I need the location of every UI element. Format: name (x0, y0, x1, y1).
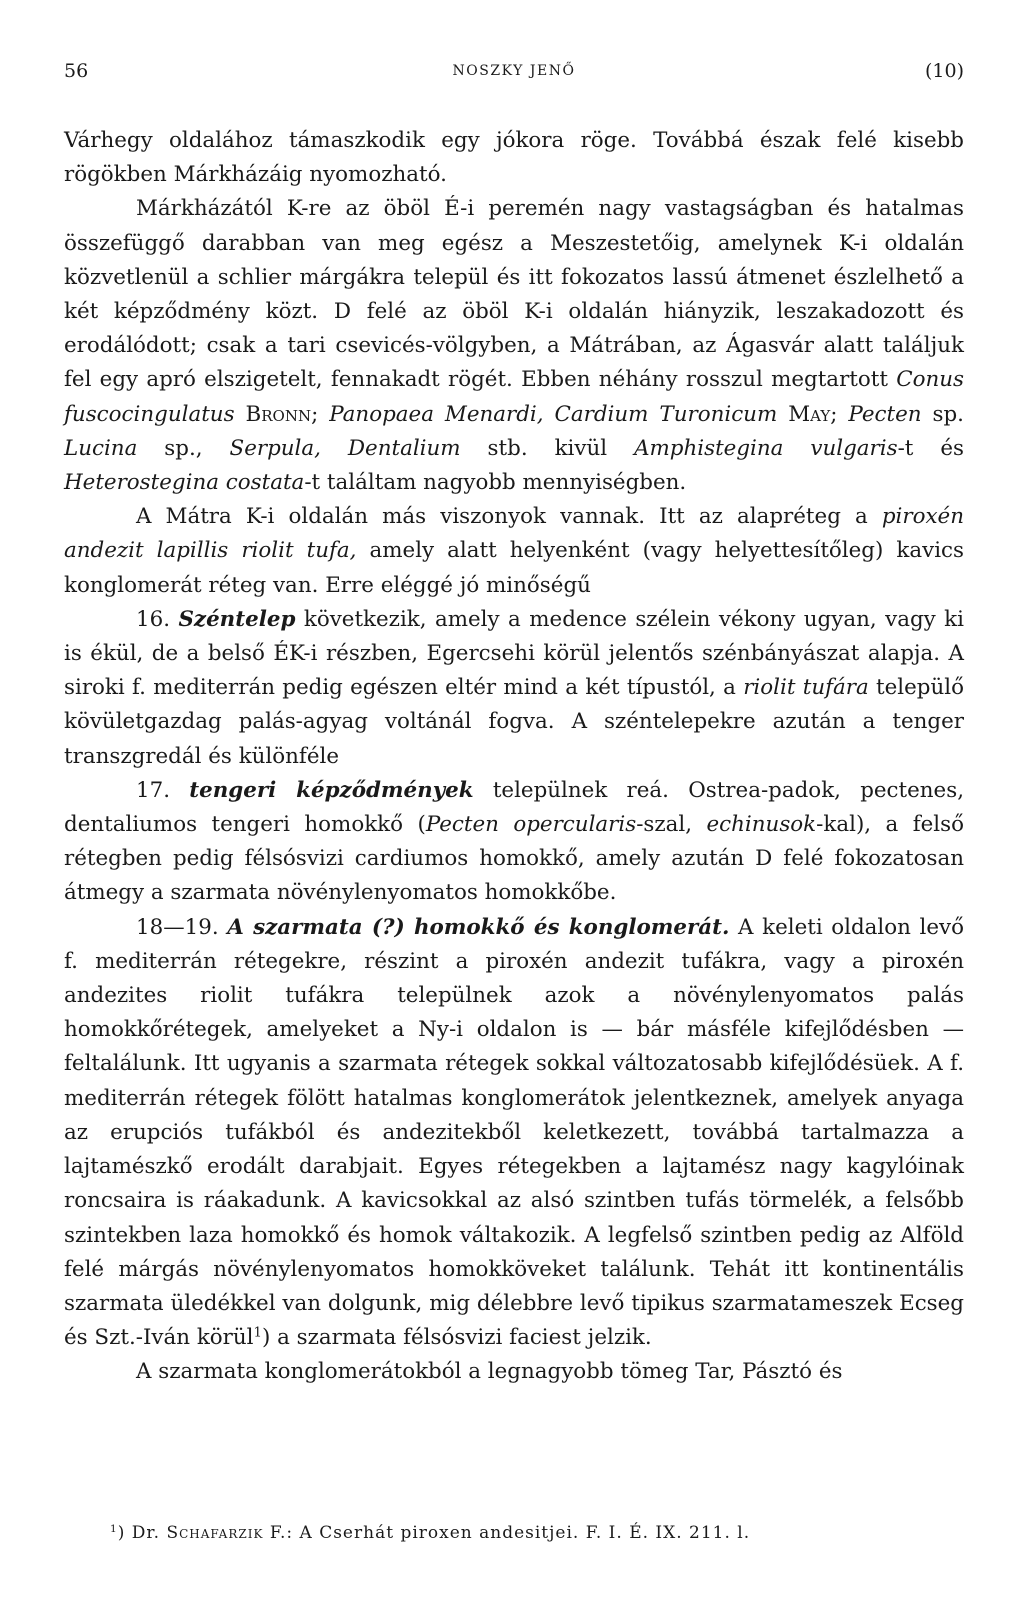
text-run: Panopaea Menardi, Cardium Turonicum (329, 401, 778, 427)
text-run: ; (830, 401, 849, 427)
text-run: -t találtam nagyobb mennyiségben. (304, 470, 687, 496)
text-run: May (788, 401, 831, 427)
text-run: -szal, (636, 812, 707, 838)
text-run: A Mátra K-i oldalán más viszonyok vannak. Itt az alapréteg a (136, 504, 882, 530)
paragraph (64, 603, 964, 774)
text-run: Pecten (848, 401, 922, 427)
text-run: Bronn (245, 401, 312, 427)
text-run: Schafarzik (166, 1523, 264, 1543)
paragraph (64, 500, 964, 603)
text-run: piroxén andezit lapillis riolit tufa, (64, 504, 964, 564)
paragraph (64, 1355, 964, 1389)
text-run: echinusok (706, 812, 817, 838)
text-run: riolit tufára (743, 675, 869, 701)
text-run: Márkházától K-re az öböl É-i peremén nagy vastagságban és hatalmas összefüggő darabban van meg egész a Meszestetőig, amelynek K-i oldalán közvetlenül a schlier márgákra települ és itt fokozatos lassú átmenet észlelhető a két képződmény közt. D felé az öböl K-i oldalán hiányzik, leszakadozott és erodálódott; csak a tari csevicés-völgyben, a Mátrában, az Ágasvár alatt találjuk fel egy apró elszigetelt, fennakadt rögét. Ebben néhány rosszul megtartott (64, 196, 964, 393)
footnote (110, 1522, 964, 1544)
section-number: (10) (924, 60, 964, 82)
text-run: A szarmata konglomerátokból a legnagyobb tömeg Tar, Pásztó és (136, 1359, 843, 1385)
footnote-marker: 1 (110, 1523, 118, 1536)
paragraph (64, 911, 964, 1356)
text-run: Pecten opercularis (425, 812, 637, 838)
text-run: települnek reá. Ostrea-padok, pectenes, dentaliumos tengeri homokkő ( (64, 777, 964, 838)
text-run: stb. kivül (460, 435, 635, 461)
text-run: Amphistegina vulgaris (634, 435, 898, 461)
text-run: A szarmata (?) homokkő és konglomerát. (227, 914, 730, 940)
text-run: 17. (136, 777, 190, 803)
text-run: -t és (897, 435, 964, 461)
page-number: 56 (64, 60, 89, 82)
text-run: Heterostegina costata (64, 470, 305, 496)
text-run: következik, amely a medence szélein vékony ugyan, vagy ki is ékül, de a belső ÉK-i részben, Egercsehi körül jelentős szénbányászat alapja. A siroki f. mediterrán pedig egészen eltér mind a két típustól, a (64, 606, 964, 701)
text-run: amely alatt helyenként (vagy helyettesítőleg) kavics konglomerát réteg van. Erre eléggé jó minőségű (64, 538, 964, 598)
running-author: NOSZKY JENŐ (452, 63, 576, 79)
text-run: sp. (921, 401, 964, 427)
body-text (64, 124, 964, 1390)
text-run: tengeri képződmények (189, 777, 474, 803)
text-run: Serpula, Dentalium (229, 435, 461, 461)
text-run: F.: A Cserhát piroxen andesitjei. F. I. É. IX. 211. l. (263, 1523, 751, 1543)
footnote-marker: 1 (253, 1325, 262, 1341)
text-run: Széntelep (178, 606, 296, 632)
text-run: Conus fuscocingulatus (64, 367, 964, 427)
text-run: -kal), a felső rétegben pedig félsósvizi cardiumos homokkő, amely azután D felé fokozatosan átmegy a szarmata növénylenyomatos homokkőbe. (64, 812, 964, 906)
paragraph (64, 124, 964, 192)
text-run: sp., (137, 435, 230, 461)
text-run (777, 402, 788, 427)
text-run: 16. (136, 606, 179, 632)
text-run (235, 402, 246, 427)
text-run: Lucina (64, 435, 138, 461)
text-run: 18—19. (136, 914, 228, 940)
text-run: ; (311, 401, 330, 427)
text-run: Várhegy oldalához támaszkodik egy jókora röge. Továbbá észak felé kisebb rögökben Márkházáig nyomozható. (64, 128, 964, 188)
paragraph (64, 774, 964, 911)
text-run: A keleti oldalon levő f. mediterrán rétegekre, részint a piroxén andezit tufákra, vagy a piroxén andezites riolit tufákra települnek azok a növénylenyomatos palás homokkőrétegek, amelyeket a Ny-i oldalon is — bár másféle kifejlődésben — feltalálunk. Itt ugyanis a szarmata rétegek sokkal változatosabb kifejlődésüek. A f. mediterrán rétegek fölött hatalmas konglomerátok jelentkeznek, amelyek anyaga az erupciós tufákból és andezitekből keletkezett, továbbá tartalmazza a lajtamészkő erodált darabjait. Egyes rétegekben a lajtamész nagy kagylóinak roncsaira is ráakadunk. A kavicsokkal az alsó szintben tufás törmelék, a felsőbb szintekben laza homokkő és homok váltakozik. A legfelső szintben pedig az Alföld felé márgás növénylenyomatos homokköveket találunk. Tehát itt kontinentális szarmata üledékkel van dolgunk, mig délebbre levő tipikus szarmatameszek Ecseg és Szt.-Iván körül (64, 914, 965, 1351)
text-run: ) Dr. (117, 1523, 167, 1543)
running-header (64, 60, 964, 90)
text-run: ) a szarmata félsósvizi faciest jelzik. (261, 1325, 652, 1351)
paragraph (64, 192, 964, 500)
text-run: települő kövületgazdag palás-agyag voltánál fogva. A széntelepekre azután a tenger transzgredál és különféle (64, 675, 964, 769)
